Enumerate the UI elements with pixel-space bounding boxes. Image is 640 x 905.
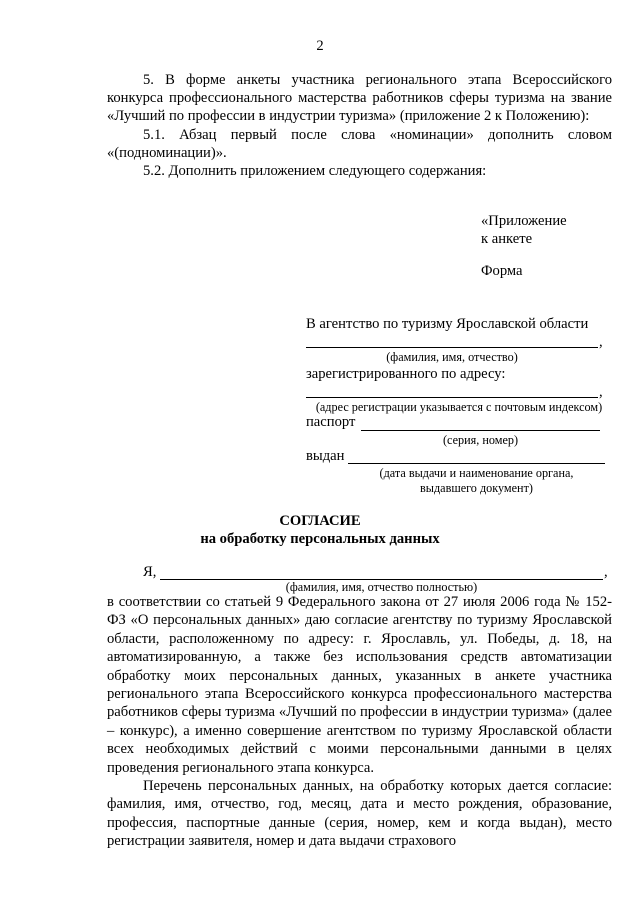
appendix-line-2: к анкете (481, 231, 533, 247)
document-subtitle: на обработку персональных данных (200, 531, 440, 547)
appendix-heading (481, 212, 567, 248)
document-title: СОГЛАСИЕ (279, 513, 361, 529)
form-label: Форма (481, 263, 523, 279)
addressee: В агентство по туризму Ярославской области (306, 316, 589, 332)
registered-label: зарегистрированного по адресу: (306, 366, 506, 382)
consent-fio-comma: , (604, 564, 608, 580)
issued-caption (348, 466, 605, 496)
issued-caption-line-2: выдавшего документ) (420, 481, 533, 495)
consent-i-label: Я, (143, 564, 157, 580)
fio-caption: (фамилия, имя, отчество) (386, 350, 518, 364)
passport-line (361, 430, 600, 431)
address-comma: , (599, 384, 603, 400)
page-number: 2 (316, 38, 324, 54)
amendment-paragraph-5-2: 5.2. Дополнить приложением следующего содержания: (143, 163, 487, 180)
passport-label: паспорт (306, 414, 356, 430)
issued-caption-line-1: (дата выдачи и наименование органа, (379, 466, 574, 480)
issued-label: выдан (306, 448, 345, 464)
amendments-section (107, 71, 612, 180)
amendment-paragraph-5-1: 5.1. Абзац первый после слова «номинации» дополнить словом «(подноминации)». (107, 126, 612, 161)
amendment-paragraph-5: 5. В форме анкеты участника регионального этапа Всероссийского конкурса профессионального мастерства работников сферы туризма на звание «Лучший по профессии в индустрии туризма» (приложение 2 к Положению): (107, 72, 612, 125)
consent-paragraph-1: в соответствии со статьей 9 Федерального закона от 27 июля 2006 года № 152-ФЗ «О персональных данных» даю согласие агентству по туризму Ярославской области, расположенному по адресу: г. Ярославль, ул. Победы, д. 18, на автоматизированную, а также без использования средств автоматизации обработку моих персональных данных, указанных в анкете участника регионального этапа Всероссийского конкурса профессионального мастерства работников сферы туризма «Лучший по профессии в индустрии туризма» (далее – конкурс), а именно совершение агентством по туризму Ярославской области всех необходимых действий с моими персональными данными в целях проведения регионального этапа конкурса. (107, 594, 612, 776)
consent-fio-caption: (фамилия, имя, отчество полностью) (285, 580, 478, 594)
address-line (306, 397, 598, 398)
issued-line (348, 463, 605, 464)
appendix-line-1: «Приложение (481, 213, 567, 229)
consent-paragraph-2: Перечень персональных данных, на обработку которых дается согласие: фамилия, имя, отчество, год, месяц, дата и место рождения, образование, профессия, паспортные данные (серия, номер, кем и когда выдан), место регистрации заявителя, номер и дата выдачи страхового (107, 778, 612, 850)
address-caption: (адрес регистрации указывается с почтовым индексом) (315, 400, 603, 414)
passport-caption: (серия, номер) (443, 433, 518, 447)
consent-body (107, 593, 612, 851)
fio-comma: , (599, 334, 603, 350)
fio-line (306, 347, 598, 348)
